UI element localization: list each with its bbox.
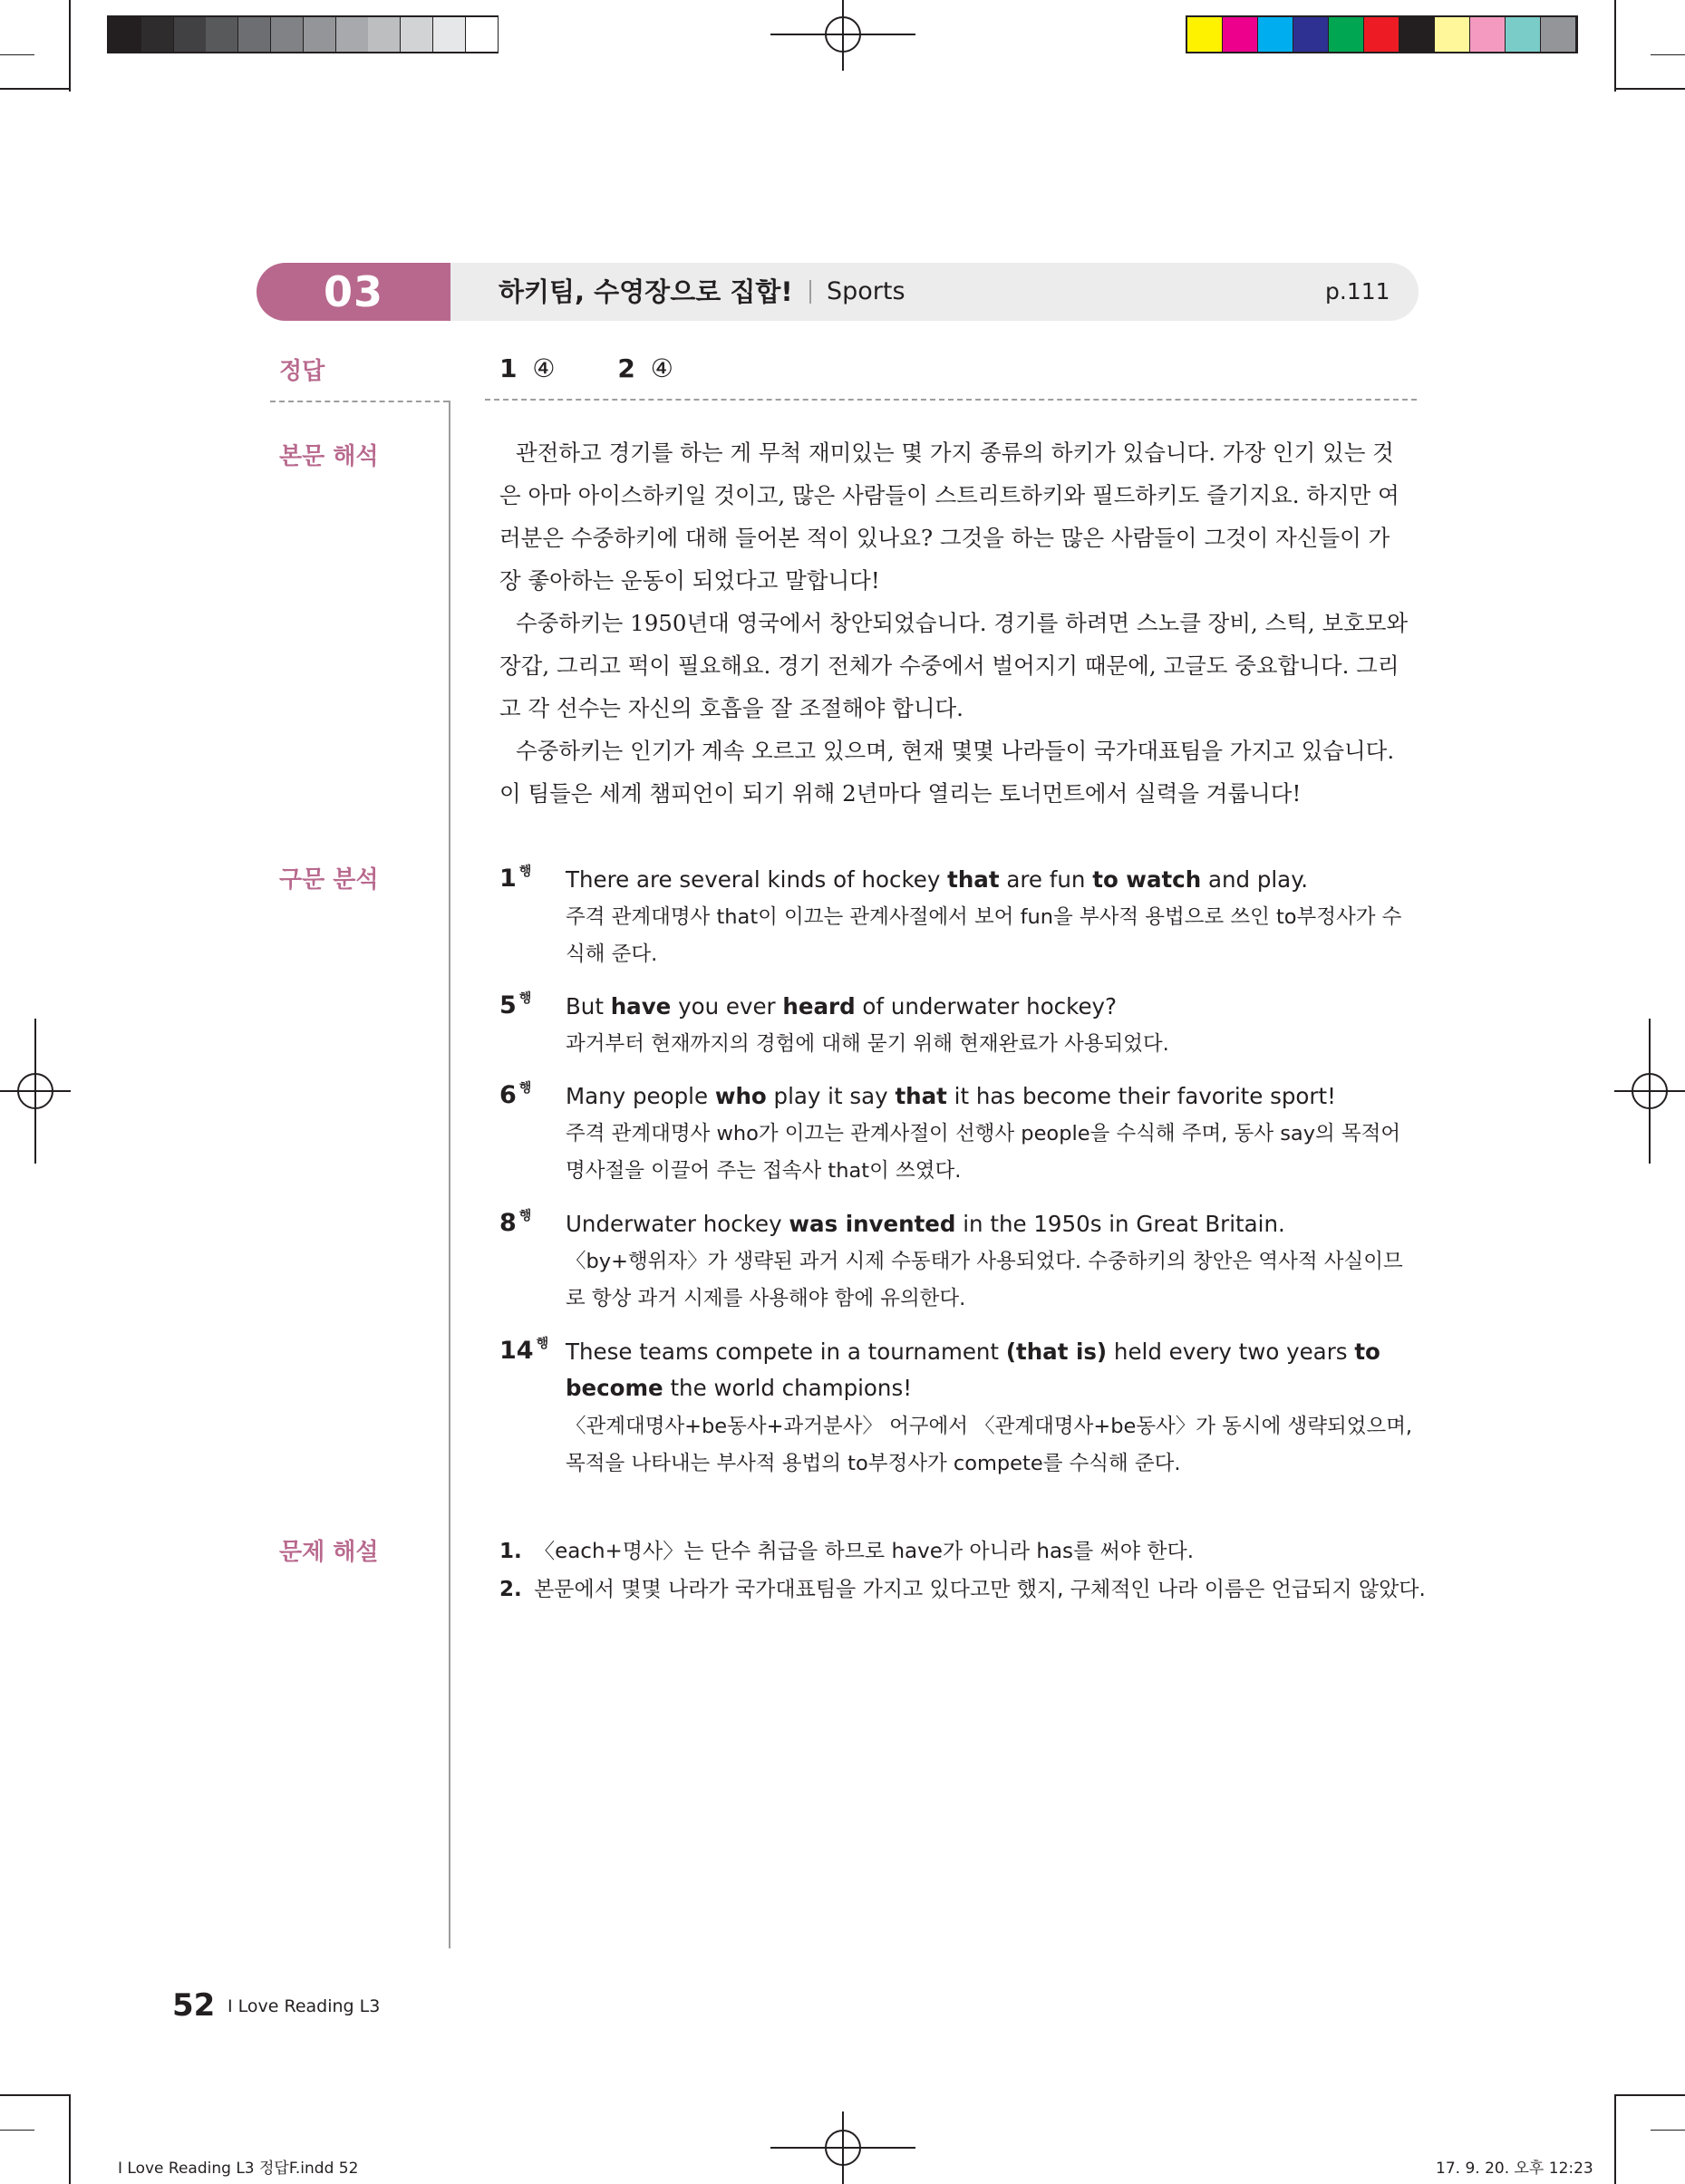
- sentence-text: and play.: [1201, 866, 1308, 893]
- key-phrase: who: [714, 1083, 767, 1109]
- line-number: [499, 862, 531, 893]
- sentence-text: the world champions!: [663, 1375, 913, 1401]
- lesson-title: 하키팀, 수영장으로 집합!: [499, 276, 793, 307]
- line-number-value: 14: [499, 1337, 534, 1365]
- grayscale-color-bar: [107, 15, 499, 53]
- sentence-text: play it say: [766, 1083, 896, 1109]
- gray-swatch: [109, 17, 141, 52]
- solutions-label: 문제 해설: [279, 1539, 379, 1566]
- translation-paragraph: 수중하키는 인기가 계속 오르고 있으며, 현재 몇몇 나라들이 국가대표팀을 가지고 있습니다. 이 팀들은 세계 챔피언이 되기 위해 2년마다 열리는 토너먼트에서 실력을 겨룹니다!: [499, 738, 1395, 807]
- line-suffix: 행: [518, 865, 532, 879]
- gray-swatch: [174, 17, 207, 52]
- gray-swatch: [401, 17, 433, 52]
- key-phrase: was invented: [789, 1211, 956, 1237]
- answer-2-number: 2: [617, 353, 635, 383]
- line-suffix: 행: [518, 1209, 532, 1223]
- key-phrase: that: [895, 1083, 947, 1109]
- gray-swatch: [466, 17, 499, 52]
- color-swatch: [1364, 17, 1399, 52]
- grammar-note: 주격 관계대명사 who가 이끄는 관계사절이 선행사 people을 수식해 주며, 동사 say의 목적어 명사절을 이끌어 주는 접속사 that이 쓰였다.: [566, 1122, 1401, 1183]
- english-sentence: [566, 1206, 1418, 1242]
- line-number-value: 5: [499, 991, 517, 1020]
- book-title: I Love Reading L3: [228, 1996, 381, 2016]
- line-number-value: 6: [499, 1081, 517, 1109]
- color-swatch: [1399, 17, 1435, 52]
- answer-1-number: 1: [499, 353, 518, 383]
- line-suffix: 행: [518, 1081, 532, 1096]
- column-rule: [449, 401, 450, 1948]
- english-sentence: [566, 1334, 1418, 1406]
- sentence-text: are fun: [999, 866, 1093, 893]
- sentence-text: in the 1950s in Great Britain.: [955, 1211, 1285, 1237]
- answer-2-value: ④: [650, 353, 673, 383]
- gray-swatch: [433, 17, 466, 52]
- gray-swatch: [271, 17, 304, 52]
- translation-paragraph: 관전하고 경기를 하는 게 무척 재미있는 몇 가지 종류의 하키가 있습니다. 가장 인기 있는 것은 아마 아이스하키일 것이고, 많은 사람들이 스트리트하키와 필드하키도 즐기지요. 하지만 여러분은 수중하키에 대해 들어본 적이 있나요? 그것을 하는 많은 사람들이 그것이 자신들이 가장 좋아하는 운동이 되었다고 말합니다!: [499, 440, 1399, 594]
- page-number: 52: [172, 1987, 216, 2024]
- solution-text: 〈each+명사〉는 단수 취급을 하므로 have가 아니라 has를 써야 한다.: [534, 1540, 1195, 1563]
- print-slug-file: I Love Reading L3 정답F.indd 52: [118, 2160, 359, 2178]
- line-suffix: 행: [536, 1337, 549, 1351]
- color-swatch: [1223, 17, 1258, 52]
- english-sentence: [566, 989, 1418, 1025]
- analysis-label: 구문 분석: [279, 866, 379, 894]
- answers-label: 정답: [279, 358, 325, 385]
- lesson-number: 03: [257, 263, 450, 321]
- solution-number: 2.: [499, 1578, 522, 1601]
- color-swatch: [1435, 17, 1470, 52]
- sentence-text: Many people: [566, 1083, 715, 1109]
- grammar-note: 주격 관계대명사 that이 이끄는 관계사절에서 보어 fun을 부사적 용법으로 쓰인 to부정사가 수식해 준다.: [566, 905, 1402, 966]
- color-swatch: [1541, 17, 1576, 52]
- gray-swatch: [141, 17, 174, 52]
- gray-swatch: [206, 17, 238, 52]
- sentence-text: you ever: [671, 993, 783, 1020]
- key-phrase: to become: [566, 1338, 1380, 1401]
- sentence-text: But: [566, 993, 611, 1020]
- english-sentence: [566, 862, 1418, 898]
- line-number: [499, 1334, 548, 1365]
- print-slug-date: 17. 9. 20. 오후 12:23: [1436, 2160, 1593, 2178]
- translation-label: 본문 해석: [279, 443, 379, 470]
- sentence-text: held every two years: [1107, 1338, 1355, 1365]
- answer-1-value: ④: [532, 353, 556, 383]
- solution-item: [499, 1534, 1194, 1564]
- key-phrase: heard: [782, 993, 856, 1020]
- translation-paragraph: 수중하키는 1950년대 영국에서 창안되었습니다. 경기를 하려면 스노클 장비, 스틱, 보호모와 장갑, 그리고 퍽이 필요해요. 경기 전체가 수중에서 벌어지기 때문에, 고글도 중요합니다. 그리고 각 선수는 자신의 호흡을 잘 조절해야 합니다.: [499, 610, 1409, 721]
- sentence-text: of underwater hockey?: [855, 993, 1118, 1020]
- solution-text: 본문에서 몇몇 나라가 국가대표팀을 가지고 있다고만 했지, 구체적인 나라 이름은 언급되지 않았다.: [534, 1578, 1426, 1601]
- color-swatch: [1470, 17, 1506, 52]
- sentence-text: it has become their favorite sport!: [946, 1083, 1336, 1109]
- color-swatch: [1329, 17, 1364, 52]
- process-color-bar: [1186, 15, 1578, 53]
- sentence-text: Underwater hockey: [566, 1211, 789, 1237]
- divider-right: [485, 399, 1417, 401]
- gray-swatch: [238, 17, 271, 52]
- line-number-value: 1: [499, 865, 517, 893]
- line-number: [499, 1078, 531, 1109]
- gray-swatch: [368, 17, 401, 52]
- sentence-text: These teams compete in a tournament: [566, 1338, 1006, 1365]
- grammar-note: 〈관계대명사+be동사+과거분사〉 어구에서 〈관계대명사+be동사〉가 동시에 생략되었으며, 목적을 나타내는 부사적 용법의 to부정사가 compete를 수식해 준다.: [566, 1415, 1413, 1475]
- solution-item: [499, 1572, 1426, 1602]
- color-swatch: [1258, 17, 1293, 52]
- gray-swatch: [336, 17, 369, 52]
- solution-number: 1.: [499, 1540, 522, 1563]
- grammar-note: 과거부터 현재까지의 경험에 대해 묻기 위해 현재완료가 사용되었다.: [566, 1032, 1169, 1056]
- key-phrase: that: [947, 866, 1000, 893]
- gray-swatch: [304, 17, 336, 52]
- line-number-value: 8: [499, 1209, 517, 1237]
- translation-body: [499, 431, 1410, 815]
- divider-left: [270, 401, 449, 402]
- lesson-category: Sports: [827, 277, 905, 305]
- line-suffix: 행: [518, 991, 532, 1006]
- line-number: [499, 1206, 531, 1237]
- answer-list: [499, 353, 673, 383]
- color-swatch: [1506, 17, 1541, 52]
- color-swatch: [1187, 17, 1223, 52]
- key-phrase: (that is): [1005, 1338, 1108, 1365]
- grammar-note: 〈by+행위자〉가 생략된 과거 시제 수동태가 사용되었다. 수중하키의 창안은 역사적 사실이므로 항상 과거 시제를 사용해야 함에 유의한다.: [566, 1250, 1403, 1310]
- title-separator: [809, 280, 811, 304]
- line-number: [499, 989, 531, 1020]
- key-phrase: to watch: [1092, 866, 1202, 893]
- sentence-text: There are several kinds of hockey: [566, 866, 948, 893]
- color-swatch: [1293, 17, 1329, 52]
- english-sentence: [566, 1078, 1418, 1115]
- page-reference: p.111: [1325, 278, 1390, 304]
- key-phrase: have: [610, 993, 672, 1020]
